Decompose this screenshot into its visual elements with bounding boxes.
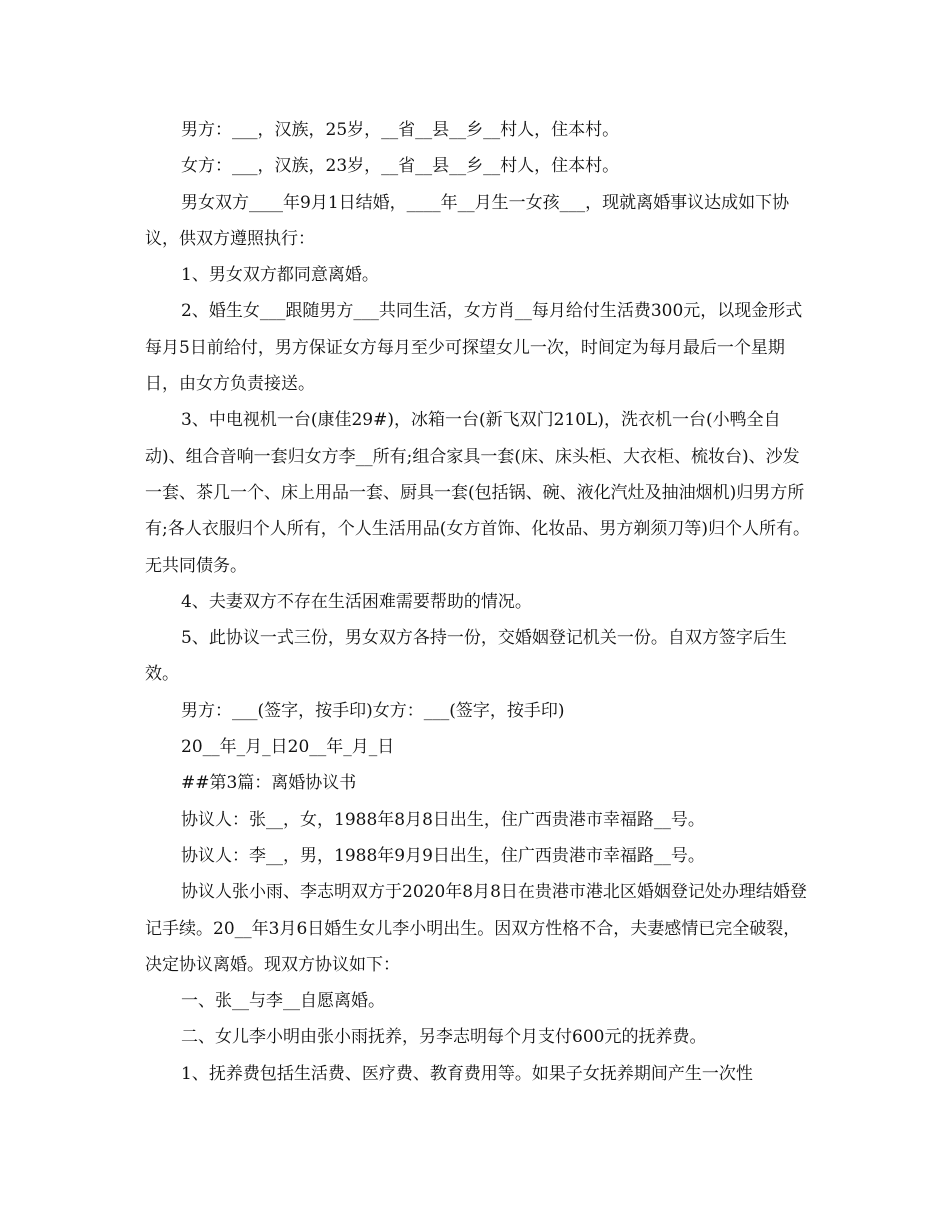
paragraph-clause-2: 2、婚生女___跟随男方___共同生活，女方肖__每月给付生活费300元，以现金形式每月5日前给付，男方保证女方每月至少可探望女儿一次，时间定为每月最后一个星期日，由女方负责接送。 [145,301,803,395]
paragraph-subitem-1: 1、抚养费包括生活费、医疗费、教育费用等。如果子女抚养期间产生一次性 [181,1063,753,1084]
paragraph-clause-4: 4、夫妻双方不存在生活困难需要帮助的情况。 [181,591,532,612]
paragraph-party-li: 协议人：李__，男，1988年9月9日出生，住广西贵港市幸福路__号。 [181,845,705,866]
paragraph-signatures: 男方：___(签字，按手印)女方：___(签字，按手印) [181,700,565,721]
document-body [145,112,815,1092]
paragraph-female-party: 女方：___，汉族，23岁，__省__县__乡__村人，住本村。 [181,156,620,177]
paragraph-clause-1: 1、男女双方都同意离婚。 [181,265,379,286]
paragraph-clause-5: 5、此协议一式三份，男女双方各持一份，交婚姻登记机关一份。自双方签字后生效。 [145,628,787,685]
paragraph-marriage-intro: 男女双方____年9月1日结婚，____年__月生一女孩___，现就离婚事议达成如下协议，供双方遵照执行： [145,192,790,249]
paragraph-item-one: 一、张__与李__自愿离婚。 [181,991,385,1012]
paragraph-clause-3: 3、中电视机一台(康佳29#)，冰箱一台(新飞双门210L)，洗衣机一台(小鸭全自动)、组合音响一套归女方李__所有;组合家具一套(床、床头柜、大衣柜、梳妆台)、沙发一套、茶几一个、床上用品一套、厨具一套(包括锅、碗、液化汽灶及抽油烟机)归男方所有;各人衣服归个人所有，个人生活用品(女方首饰、化妆品、男方剃须刀等)归个人所有。无共同债务。 [145,410,810,576]
paragraph-male-party: 男方：___，汉族，25岁，__省__县__乡__村人，住本村。 [181,120,620,140]
paragraph-party-zhang: 协议人：张__，女，1988年8月8日出生，住广西贵港市幸福路__号。 [181,809,705,830]
section-heading: ##第3篇：离婚协议书 [181,773,357,794]
paragraph-dates: 20__年_月_日20__年_月_日 [181,737,395,758]
paragraph-item-two: 二、女儿李小明由张小雨抚养，另李志明每个月支付600元的抚养费。 [181,1027,707,1048]
paragraph-background: 协议人张小雨、李志明双方于2020年8月8日在贵港市港北区婚姻登记处办理结婚登记手续。20__年3月6日婚生女儿李小明出生。因双方性格不合，夫妻感情已完全破裂，决定协议离婚。现双方协议如下： [145,882,807,975]
